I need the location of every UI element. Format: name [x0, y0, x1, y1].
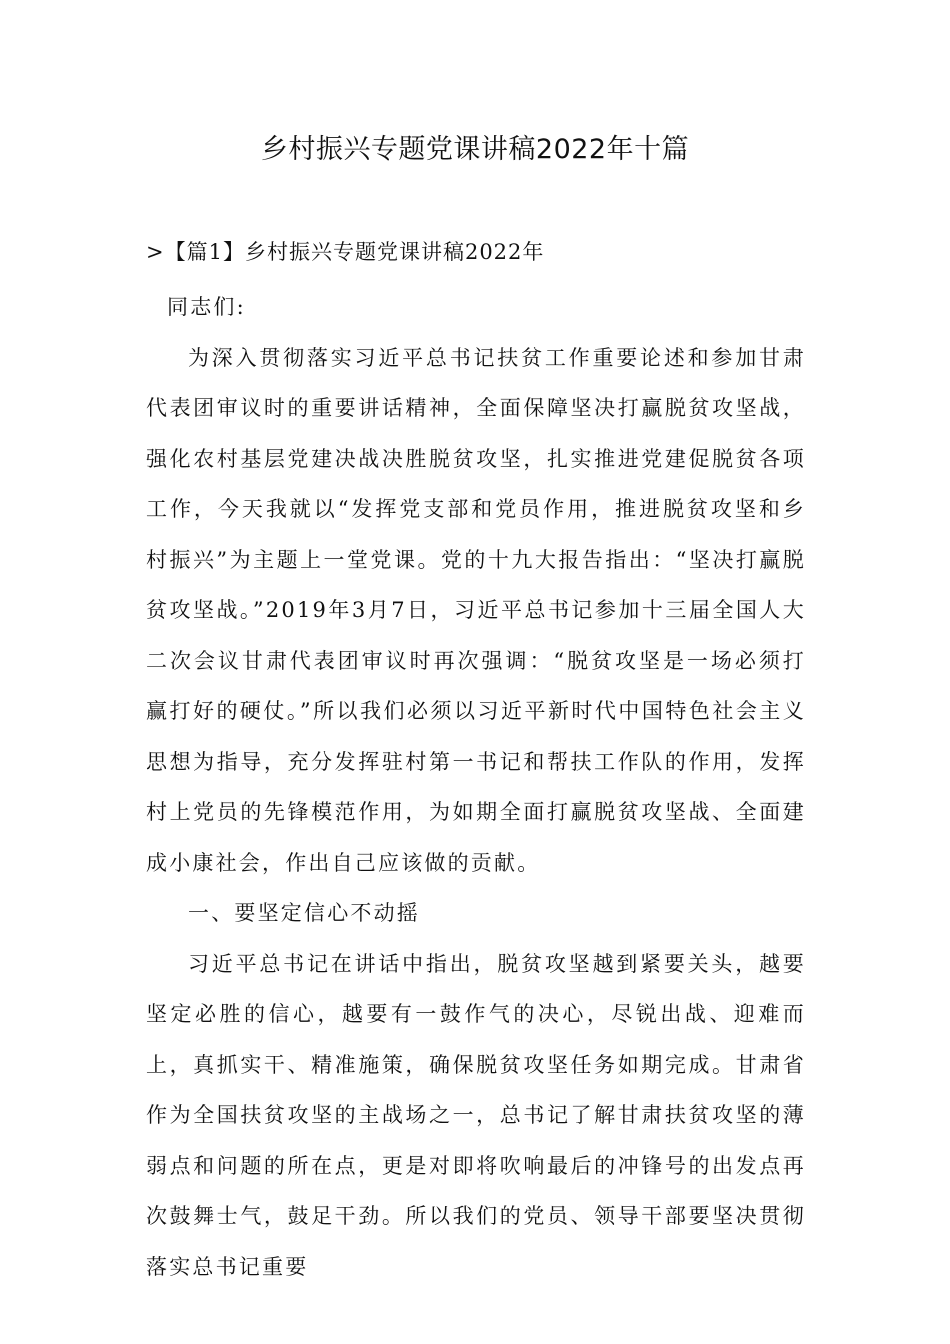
document-title: 乡村振兴专题党课讲稿2022年十篇 — [260, 134, 690, 165]
section-heading: >【篇1】乡村振兴专题党课讲稿2022年 — [146, 240, 545, 264]
body-paragraph: 为深入贯彻落实习近平总书记扶贫工作重要论述和参加甘肃代表团审议时的重要讲话精神，全面保障坚决打赢脱贫攻坚战，强化农村基层党建决战决胜脱贫攻坚，扎实推进党建促脱贫各项工作，今天我就以“发挥党支部和党员作用，推进脱贫攻坚和乡村振兴”为主题上一堂党课。党的十九大报告指出：“坚决打赢脱贫攻坚战。”2019年3月7日，习近平总书记参加十三届全国人大二次会议甘肃代表团审议时再次强调：“脱贫攻坚是一场必须打赢打好的硬仗。”所以我们必须以习近平新时代中国特色社会主义思想为指导，充分发挥驻村第一书记和帮扶工作队的作用，发挥村上党员的先锋模范作用，为如期全面打赢脱贫攻坚战、全面建成小康社会，作出自己应该做的贡献。 — [146, 345, 806, 875]
salutation: 同志们: — [167, 295, 246, 319]
document-body — [146, 282, 806, 1292]
subheading-paragraph: 一、要坚定信心不动摇 — [188, 901, 420, 925]
body-paragraph: 习近平总书记在讲话中指出，脱贫攻坚越到紧要关头，越要坚定必胜的信心，越要有一鼓作气的决心，尽锐出战、迎难而上，真抓实干、精准施策，确保脱贫攻坚任务如期完成。甘肃省作为全国扶贫攻坚的主战场之一，总书记了解甘肃扶贫攻坚的薄弱点和问题的所在点，更是对即将吹响最后的冲锋号的出发点再次鼓舞士气，鼓足干劲。所以我们的党员、领导干部要坚决贯彻落实总书记重要 — [146, 951, 806, 1279]
